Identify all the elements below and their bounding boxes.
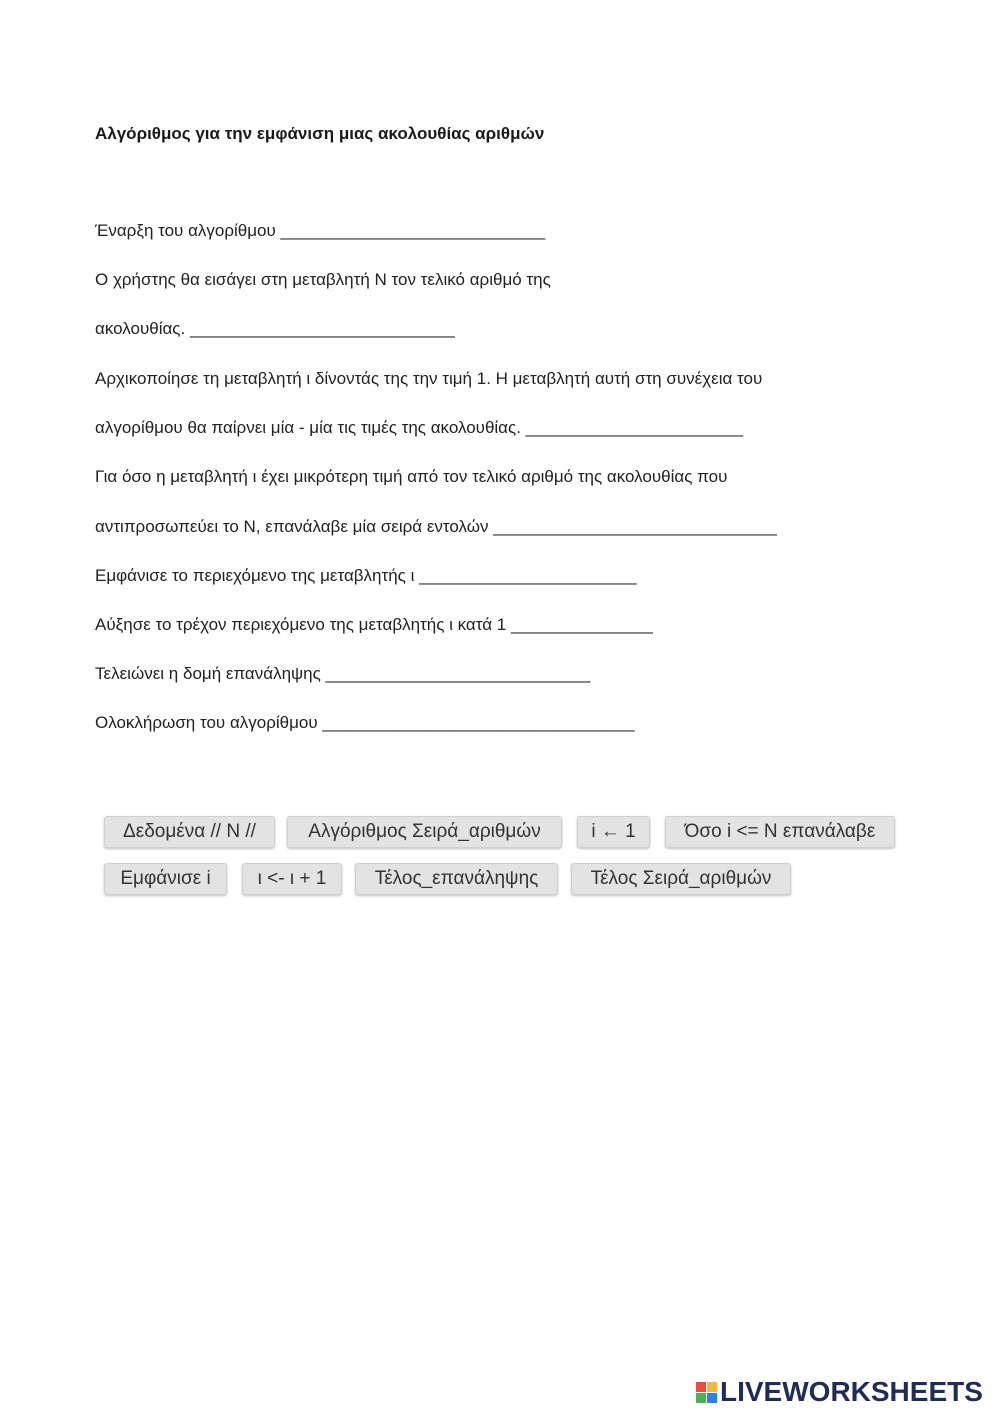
answer-blank-5[interactable]: _______________________ — [419, 566, 637, 585]
drag-option-display-i[interactable]: Εμφάνισε i — [104, 863, 227, 895]
answer-blank-7[interactable]: ____________________________ — [325, 664, 591, 683]
drag-option-algorithm-end[interactable]: Τέλος Σειρά_αριθμών — [571, 863, 791, 895]
worksheet-title: Αλγόριθμος για την εμφάνιση μιας ακολουθίας αριθμών — [95, 124, 545, 143]
worksheet-line-8: Εμφάνισε το περιεχόμενο της μεταβλητής ι _______________________ — [95, 566, 637, 585]
answer-blank-3[interactable]: _______________________ — [525, 418, 744, 437]
logo-mark-icon — [696, 1382, 717, 1403]
worksheet-line-6: Για όσο η μεταβλητή ι έχει μικρότερη τιμή από τον τελικό αριθμό της ακολουθίας που — [95, 467, 728, 486]
worksheet-line-7: αντιπροσωπεύει το Ν, επανάλαβε μία σειρά εντολών ______________________________ — [95, 517, 777, 536]
drag-option-init-i[interactable]: i ← 1 — [577, 816, 650, 848]
answer-blank-6[interactable]: _______________ — [510, 615, 653, 634]
drag-option-algorithm-start[interactable]: Αλγόριθμος Σειρά_αριθμών — [287, 816, 562, 848]
worksheet-line-11: Ολοκλήρωση του αλγορίθμου _________________________________ — [95, 713, 635, 732]
worksheet-line-1: Έναρξη του αλγορίθμου ____________________________ — [95, 221, 546, 240]
worksheet-line-5: αλγορίθμου θα παίρνει μία - μία τις τιμές της ακολουθίας. _______________________ — [95, 418, 744, 437]
answer-blank-2[interactable]: ____________________________ — [189, 319, 455, 338]
worksheet-line-4: Αρχικοποίησε τη μεταβλητή ι δίνοντάς της την τιμή 1. Η μεταβλητή αυτή στη συνέχεια του — [95, 369, 763, 388]
liveworksheets-logo — [696, 1376, 983, 1408]
answer-blank-4[interactable]: ______________________________ — [493, 517, 777, 536]
worksheet-line-10: Τελειώνει η δομή επανάληψης ____________________________ — [95, 664, 591, 683]
answer-blank-8[interactable]: _________________________________ — [322, 713, 635, 732]
drag-option-while-loop[interactable]: Όσο i <= N επανάλαβε — [665, 816, 895, 848]
worksheet-line-3: ακολουθίας. ____________________________ — [95, 319, 455, 338]
drag-option-increment-i[interactable]: ι <- ι + 1 — [242, 863, 342, 895]
drag-option-data-n[interactable]: Δεδομένα // Ν // — [104, 816, 275, 848]
drag-option-end-loop[interactable]: Τέλος_επανάληψης — [355, 863, 558, 895]
answer-blank-1[interactable]: ____________________________ — [280, 221, 546, 240]
logo-text: LIVEWORKSHEETS — [720, 1376, 983, 1407]
worksheet-line-2: Ο χρήστης θα εισάγει στη μεταβλητή Ν τον τελικό αριθμό της — [95, 270, 551, 289]
worksheet-line-9: Αύξησε το τρέχον περιεχόμενο της μεταβλητής ι κατά 1 _______________ — [95, 615, 653, 634]
